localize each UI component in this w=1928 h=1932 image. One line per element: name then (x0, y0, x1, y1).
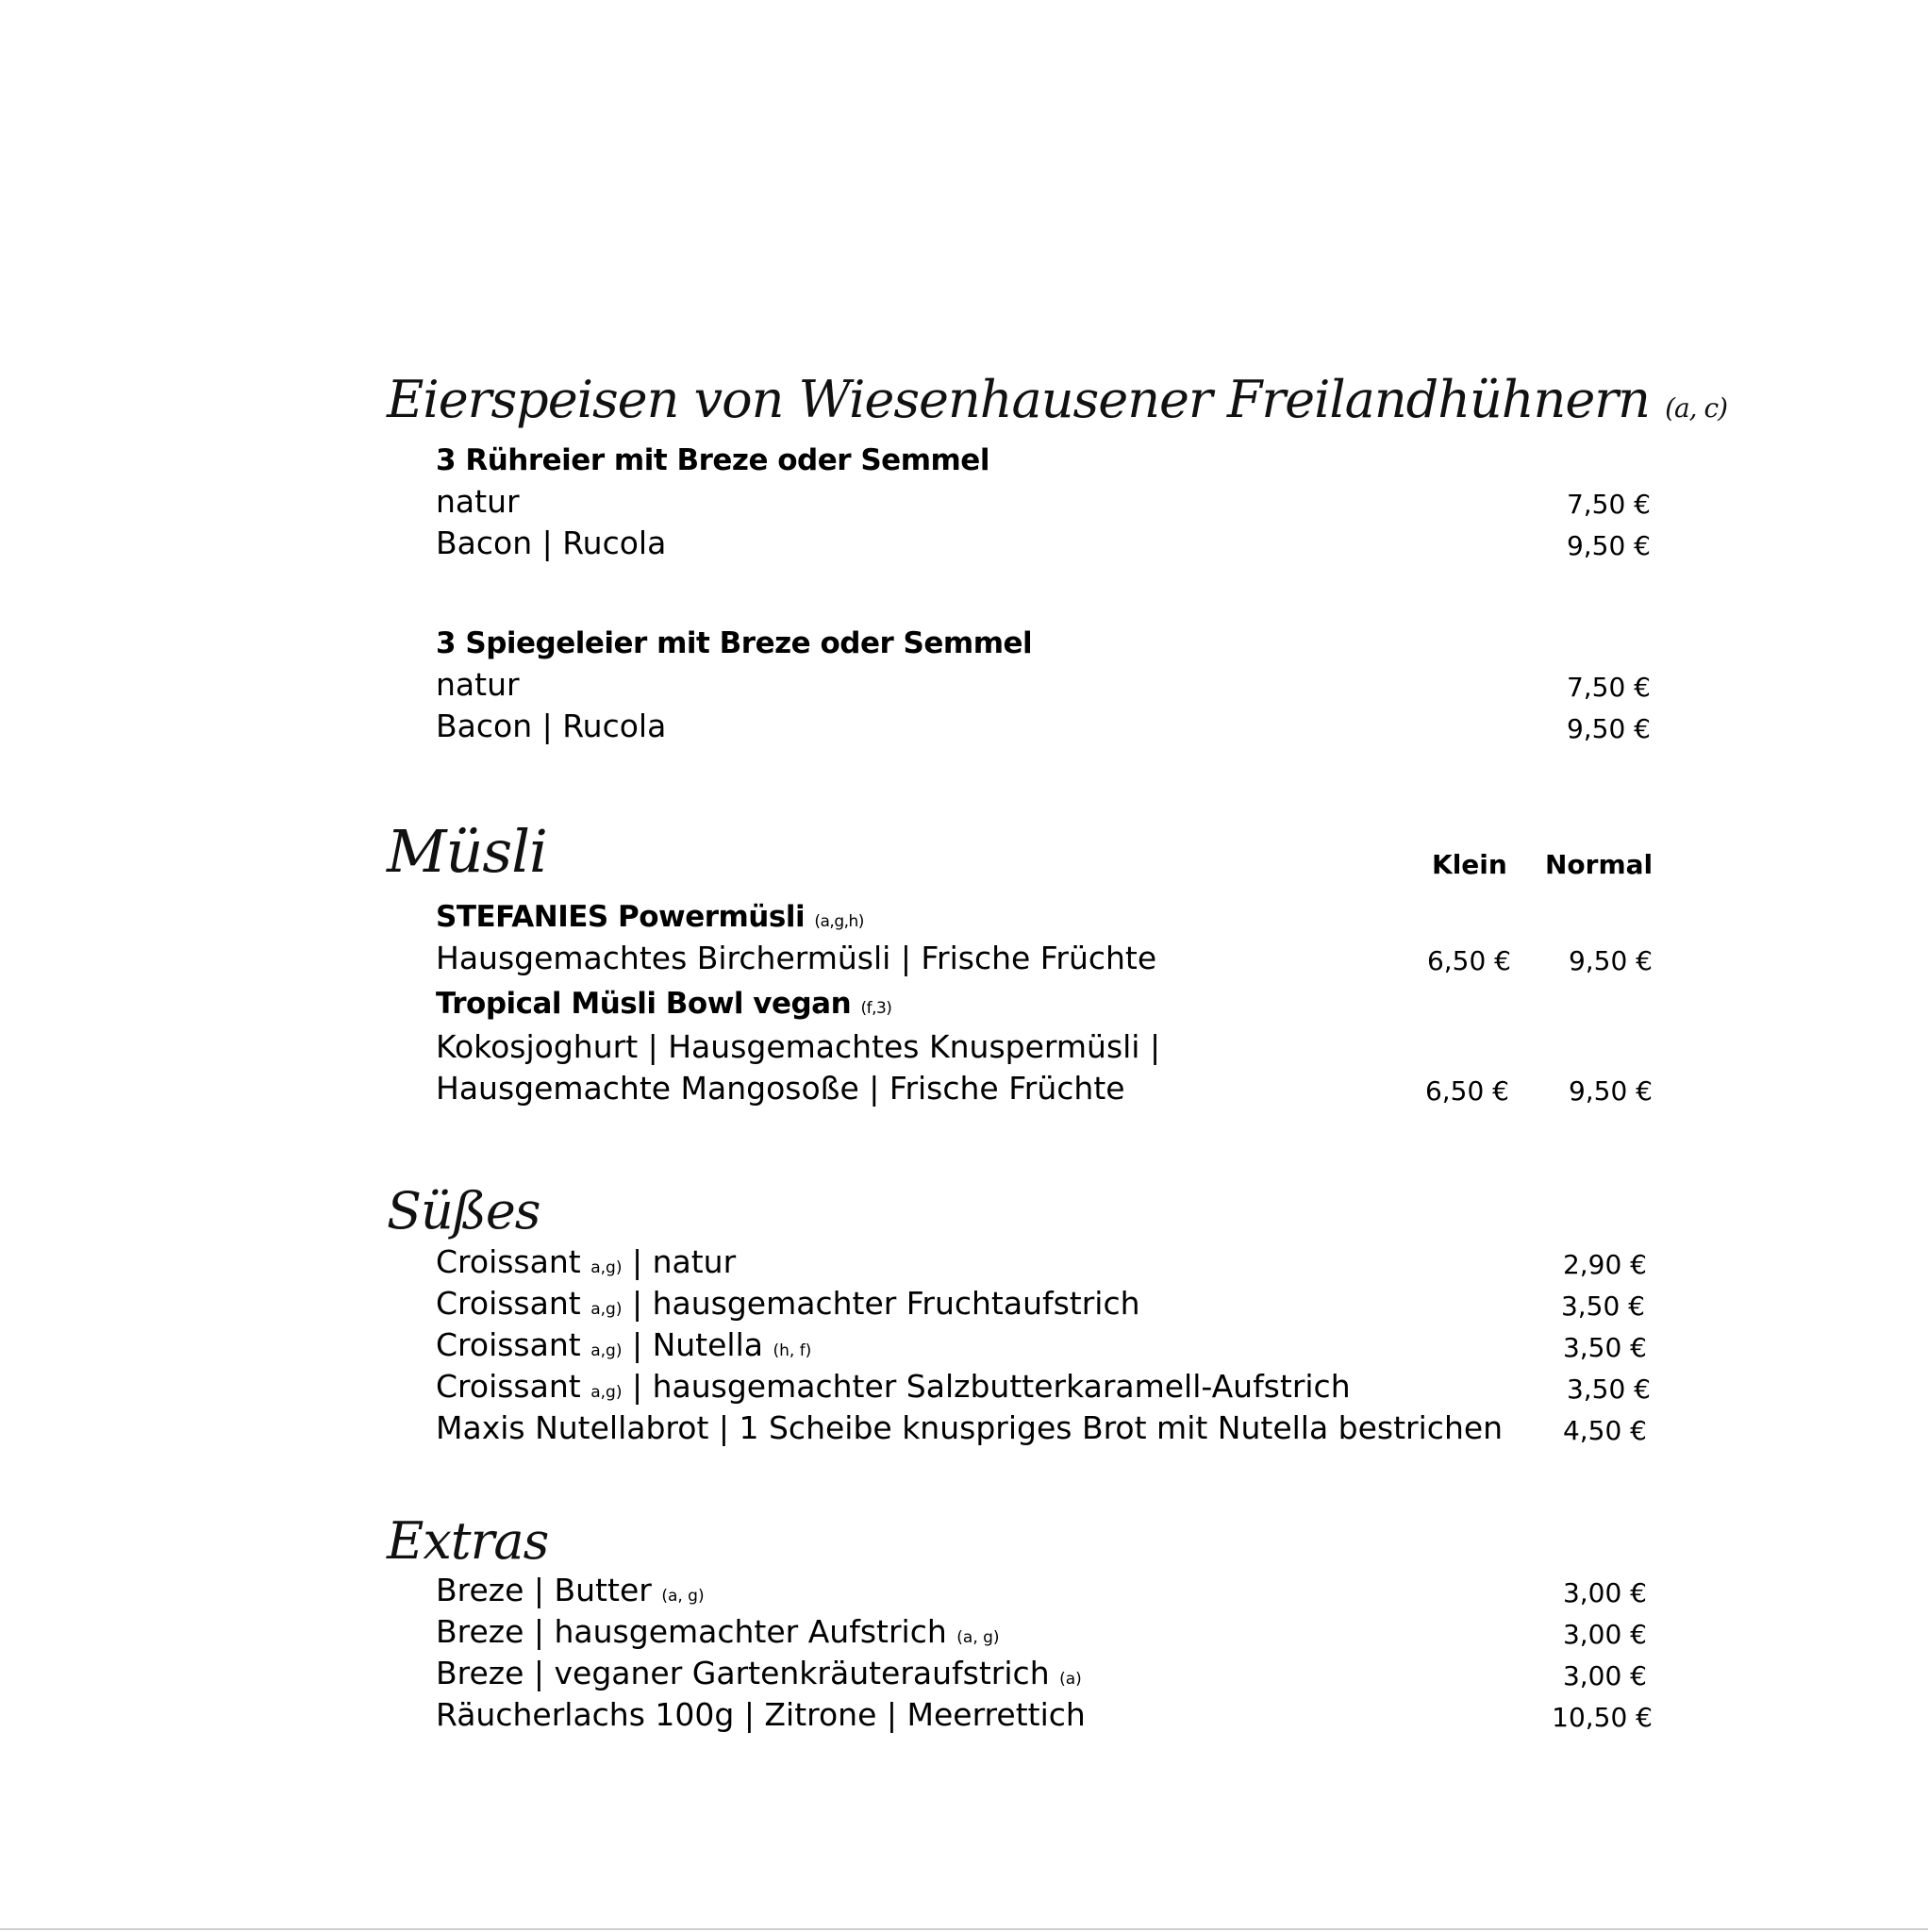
item-name: Breze | hausgemachter Aufstrich (436, 1613, 947, 1650)
item-name: Croissant (436, 1368, 581, 1405)
menu-item-label: natur (436, 666, 520, 703)
section-title-eierspeisen (387, 370, 1727, 429)
item-name: Croissant (436, 1285, 581, 1322)
dish-title-spiegeleier: 3 Spiegeleier mit Breze oder Semmel (436, 626, 1033, 660)
menu-item-price: 3,50 € (1560, 1291, 1645, 1322)
menu-item-price: 4,50 € (1562, 1415, 1647, 1446)
menu-item-price-small: 6,50 € (1424, 1075, 1509, 1107)
item-variant: | natur (631, 1243, 737, 1280)
item-name: Breze | veganer Gartenkräuteraufstrich (436, 1655, 1050, 1691)
section-title-muesli: Müsli (387, 817, 547, 886)
menu-item-label: Bacon | Rucola (436, 708, 667, 744)
allergen-note: (a, g) (661, 1587, 705, 1606)
dish-title-tropical-bowl (436, 987, 891, 1021)
menu-item-price: 2,90 € (1562, 1249, 1647, 1280)
menu-item-price: 3,00 € (1562, 1619, 1647, 1650)
menu-item-label (436, 1326, 811, 1363)
item-name: Breze | Butter (436, 1572, 652, 1608)
section-title-extras: Extras (387, 1511, 549, 1571)
menu-item-price-normal: 9,50 € (1568, 945, 1653, 976)
menu-item-price-normal: 9,50 € (1568, 1075, 1653, 1107)
menu-item-price: 7,50 € (1566, 672, 1651, 703)
menu-item-label (436, 1655, 1082, 1691)
item-variant: | Nutella (631, 1326, 763, 1363)
menu-item-desc: Hausgemachte Mangosoße | Frische Früchte (436, 1070, 1125, 1107)
dish-name: STEFANIES Powermüsli (436, 900, 806, 934)
menu-item-desc: Kokosjoghurt | Hausgemachtes Knuspermüsli | (436, 1028, 1161, 1065)
menu-item-label (436, 1368, 1351, 1405)
menu-item-price: 10,50 € (1552, 1702, 1653, 1733)
allergen-note: (a,g,h) (814, 912, 864, 931)
menu-item-price: 7,50 € (1566, 489, 1651, 520)
menu-item-price: 3,50 € (1562, 1332, 1647, 1363)
allergen-note: (a) (1059, 1670, 1082, 1689)
section-title-text: Eierspeisen von Wiesenhausener Freilandhühnern (387, 370, 1650, 429)
page-bottom-divider (0, 1928, 1928, 1930)
allergen-note: a,g) (590, 1258, 623, 1277)
allergen-note: a,g) (590, 1300, 623, 1319)
menu-item-price: 3,00 € (1562, 1577, 1647, 1608)
allergen-note: a,g) (590, 1341, 623, 1360)
menu-item-label (436, 1285, 1140, 1322)
menu-item-label: natur (436, 483, 520, 520)
menu-item-label (436, 1572, 705, 1608)
item-variant: | hausgemachter Fruchtaufstrich (631, 1285, 1140, 1322)
allergen-note: a,g) (590, 1383, 623, 1402)
item-name: Croissant (436, 1326, 581, 1363)
menu-item-label: Maxis Nutellabrot | 1 Scheibe knuspriges Brot mit Nutella bestrichen (436, 1409, 1504, 1446)
menu-item-price: 3,50 € (1566, 1374, 1651, 1405)
menu-item-label (436, 1243, 736, 1280)
menu-item-price: 9,50 € (1566, 713, 1651, 744)
section-title-suesses: Süßes (387, 1181, 540, 1241)
menu-item-label (436, 1613, 1000, 1650)
item-variant: | hausgemachter Salzbutterkaramell-Aufstrich (631, 1368, 1351, 1405)
allergen-note: (h, f) (773, 1341, 812, 1360)
menu-item-price: 3,00 € (1562, 1660, 1647, 1691)
menu-item-desc: Hausgemachtes Birchermüsli | Frische Früchte (436, 940, 1157, 976)
dish-title-powermuesli (436, 900, 864, 934)
menu-item-price-small: 6,50 € (1426, 945, 1511, 976)
dish-name: Tropical Müsli Bowl vegan (436, 987, 852, 1021)
allergen-note: (a, c) (1665, 392, 1728, 424)
allergen-note: (a, g) (956, 1628, 1000, 1647)
column-header-normal: Normal (1545, 849, 1654, 880)
menu-item-price: 9,50 € (1566, 530, 1651, 561)
menu-item-label: Räucherlachs 100g | Zitrone | Meerrettich (436, 1696, 1086, 1733)
menu-item-label: Bacon | Rucola (436, 525, 667, 561)
allergen-note: (f,3) (860, 999, 892, 1018)
column-header-klein: Klein (1432, 849, 1507, 880)
item-name: Croissant (436, 1243, 581, 1280)
dish-title-ruehreier: 3 Rühreier mit Breze oder Semmel (436, 443, 989, 477)
